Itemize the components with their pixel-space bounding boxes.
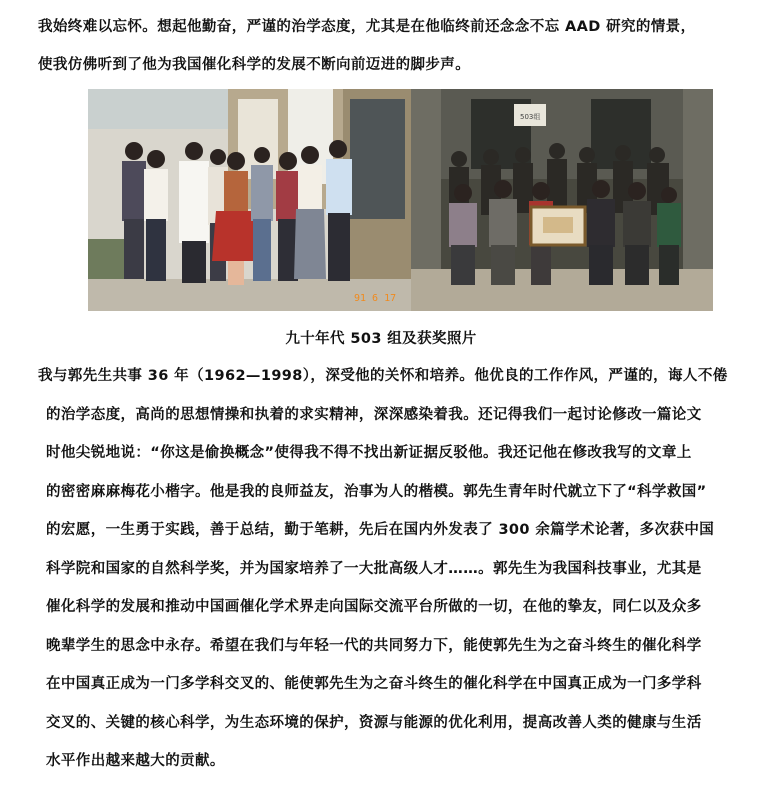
- date-stamp: 91 6 17: [354, 293, 397, 304]
- intro-paragraph: [38, 8, 728, 84]
- group-photo-outdoor: [88, 89, 411, 311]
- body-line-4: 的密密麻麻梅花小楷字。他是我的良师益友，治事为人的楷模。郭先生青年时代就立下了“科学救国”: [46, 483, 707, 500]
- building-sign: 503组: [520, 113, 541, 121]
- body-line-8: 晚辈学生的思念中永存。希望在我们与年轻一代的共同努力下，能使郭先生为之奋斗终生的催化科学: [46, 637, 702, 654]
- intro-line-2: 使我仿佛听到了他为我国催化科学的发展不断向前迈进的脚步声。: [38, 57, 471, 73]
- body-line-3: 时他尖锐地说：“你这是偷换概念”使得我不得不找出新证据反驳他。我还记他在修改我写的文章上: [46, 445, 692, 461]
- body-line-10: 交叉的、关键的核心科学，为生态环境的保护，资源与能源的优化利用，提高改善人类的健康与生活: [46, 714, 702, 731]
- photo-caption: 九十年代 503 组及获奖照片: [285, 331, 477, 347]
- body-line-7: 催化科学的发展和推动中国画催化学术界走向国际交流平台所做的一切，在他的挚友，同仁以及众多: [46, 599, 702, 615]
- body-line-5: 的宏愿，一生勇于实践，善于总结，勤于笔耕，先后在国内外发表了 300 余篇学术论著，多次获中国: [46, 522, 715, 538]
- body-line-1: 我与郭先生共事 36 年（1962—1998），深受他的关怀和培养。他优良的工作作风，严谨的，诲人不倦: [38, 368, 728, 384]
- photo-pair: [88, 89, 713, 311]
- body-line-9: 在中国真正成为一门多学科交叉的、能使郭先生为之奋斗终生的催化科学在中国真正成为一门多学科: [46, 676, 702, 692]
- body-line-6: 科学院和国家的自然科学奖，并为国家培养了一大批高级人才……。郭先生为我国科技事业，尤其是: [46, 560, 702, 577]
- group-photo-award: [411, 89, 713, 311]
- intro-line-1: 我始终难以忘怀。想起他勤奋，严谨的治学态度，尤其是在他临终前还念念不忘 AAD 研究的情景，: [38, 19, 696, 35]
- body-line-11: 水平作出越来越大的贡献。: [46, 753, 225, 769]
- main-paragraph: [38, 357, 728, 781]
- body-line-2: 的治学态度，高尚的思想情操和执着的求实精神，深深感染着我。还记得我们一起讨论修改一篇论文: [46, 406, 702, 423]
